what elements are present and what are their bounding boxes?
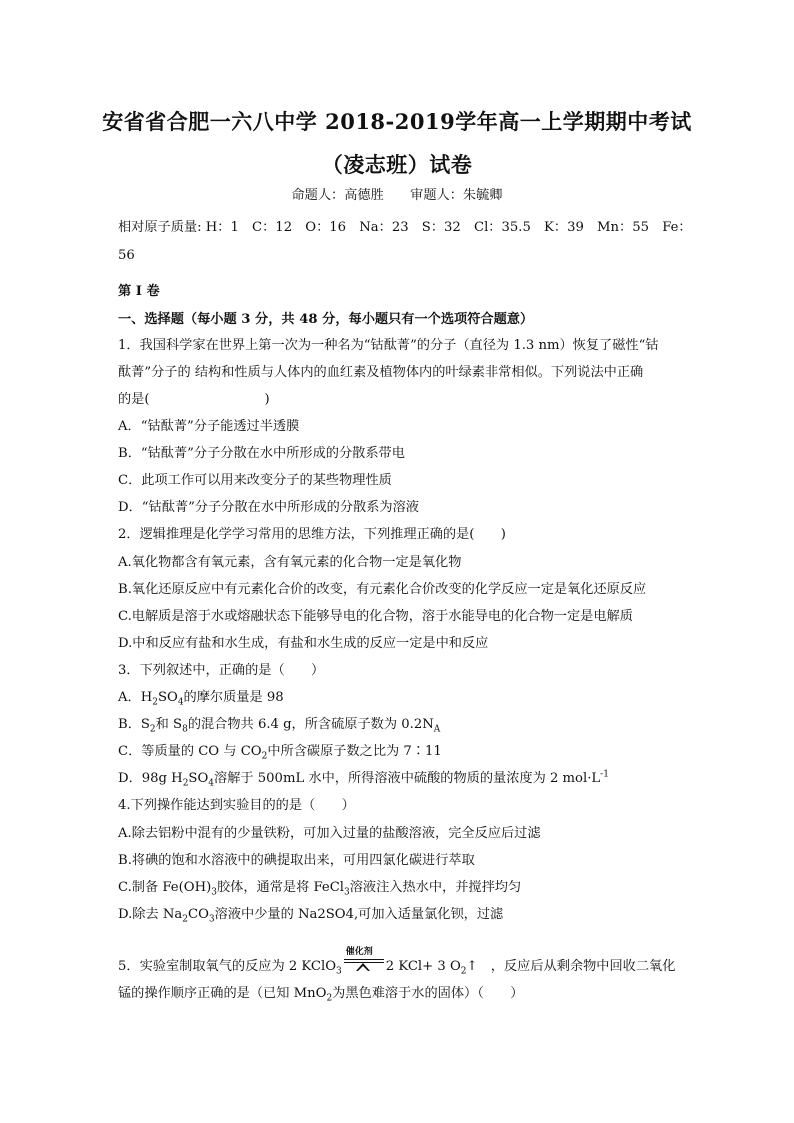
q1-line3-start: 的是(	[118, 392, 150, 407]
q3a-pre: A．H	[118, 690, 153, 705]
q1-option-a: A．“钴酞菁”分子能透过半透膜	[118, 419, 300, 434]
q4c-mid: 胶体，通常是将 FeCl	[216, 880, 344, 895]
q5-pre: 5．实验室制取氧气的反应为 2 KClO	[118, 959, 337, 974]
q2-option-b: B.氧化还原反应中有元素化合价的改变，有元素化合价改变的化学反应一定是氧化还原反应	[118, 582, 647, 597]
q3c-sub1: 2	[261, 751, 268, 762]
q2-option-d: D.中和反应有盐和水生成，有盐和水生成的反应一定是中和反应	[118, 636, 489, 651]
q3b-mid: 和 S	[155, 717, 183, 732]
q4-option-d	[118, 907, 503, 923]
exam-title-line2: （凌志班）试卷	[321, 152, 473, 177]
q3d-sup: -1	[600, 769, 609, 780]
q1-line3	[118, 392, 270, 408]
catalyst-label: 催化剂	[345, 947, 373, 957]
q2-option-a: A.氧化物都含有氧元素，含有氧元素的化合物一定是氧化物	[118, 555, 462, 570]
q3b-sub3: A	[433, 724, 441, 735]
q3d-sub1: 2	[182, 778, 189, 789]
q4-option-b: B.将碘的饱和水溶液中的碘提取出来，可用四氯化碳进行萃取	[118, 853, 475, 868]
q4d-post: 溶液中少量的 Na2SO4,可加入适量氯化钡，过滤	[214, 907, 504, 922]
q4d-mid: CO	[188, 907, 209, 922]
q5-line2	[118, 986, 523, 1002]
q5-mid: 2 KCl+ 3 O	[385, 959, 461, 974]
q3d-pre: D．98g H	[118, 771, 183, 786]
q3-option-d	[118, 771, 609, 787]
q4c-sub2: 3	[344, 887, 350, 898]
part-label: 第 I 卷	[118, 284, 160, 299]
q3a-sub1: 2	[152, 697, 158, 708]
q3b-sub2: 8	[182, 724, 188, 735]
q3d-sub2: 4	[208, 778, 215, 789]
q4d-pre: D.除去 Na	[118, 907, 183, 922]
heat-triangle-inner	[358, 966, 368, 971]
q3d-post: 溶解于 500mL 水中，所得溶液中硫酸的物质的量浓度为 2 mol·L	[214, 771, 601, 786]
q4c-sub1: 3	[211, 887, 217, 898]
q4-stem: 4.下列操作能达到实验目的的是（ ）	[118, 798, 355, 813]
q3c-post: 中所含碳原子数之比为 7∶11	[267, 744, 442, 759]
q5-l2-sub1: 2	[326, 993, 333, 1004]
q5-sub2: 2	[460, 966, 467, 977]
section-heading: 一、选择题（每小题 3 分，共 48 分，每小题只有一个选项符合题意）	[118, 312, 534, 327]
q3a-mid: SO	[157, 690, 178, 705]
q3-stem: 3．下列叙述中，正确的是（ ）	[118, 663, 325, 678]
q2-option-c: C.电解质是溶于水或熔融状态下能够导电的化合物，溶于水能导电的化合物一定是电解质	[118, 609, 633, 624]
q4d-sub1: 2	[182, 914, 188, 925]
q3c-pre: C．等质量的 CO 与 CO	[118, 744, 262, 759]
q3-option-c	[118, 744, 442, 760]
q5-post: ↑ ，反应后从剩余物中回收二氧化	[466, 959, 676, 974]
q3-option-b	[118, 717, 440, 733]
q3-option-a	[118, 690, 284, 706]
q3d-mid: SO	[188, 771, 209, 786]
q3b-sub1: 2	[149, 724, 156, 735]
q5-line1	[118, 947, 676, 977]
q5-l2-pre: 锰的操作顺序正确的是（已知 MnO	[118, 986, 327, 1001]
q1-line1: 1．我国科学家在世界上第一次为一种名为“钴酞菁”的分子（直径为 1.3 nm）恢复了磁性“钴	[118, 338, 659, 353]
q2-stem: 2．逻辑推理是化学学习常用的思维方法，下列推理正确的是( )	[118, 527, 506, 542]
q1-line3-end: )	[264, 392, 270, 407]
catalyst-heat-arrow	[344, 947, 384, 972]
atomic-masses-line2: 56	[118, 248, 135, 263]
q4-option-c	[118, 880, 521, 896]
authors-line: 命题人：高德胜 审题人：朱毓卿	[291, 188, 503, 203]
q3a-sub2: 4	[177, 697, 184, 708]
q3b-post: 的混合物共 6.4 g，所含硫原子数为 0.2N	[187, 717, 434, 732]
q4d-sub2: 3	[208, 914, 215, 925]
q1-option-d: D．“钴酞菁”分子分散在水中所形成的分散系为溶液	[118, 500, 419, 515]
q1-line2: 酞菁”分子的 结构和性质与人体内的血红素及植物体内的叶绿素非常相似。下列说法中正确	[118, 365, 644, 380]
q4c-post: 溶液注入热水中，并搅拌均匀	[349, 880, 522, 895]
q3a-post: 的摩尔质量是 98	[183, 690, 284, 705]
equation-bar-top	[344, 959, 384, 960]
q3b-pre: B．S	[118, 717, 150, 732]
exam-title-line1: 安省省合肥一六八中学 2018-2019学年高一上学期期中考试	[102, 109, 692, 134]
q1-option-b: B．“钴酞菁”分子分散在水中所形成的分散系带电	[118, 446, 405, 461]
q1-option-c: C．此项工作可以用来改变分子的某些物理性质	[118, 473, 392, 488]
q4c-pre: C.制备 Fe(OH)	[118, 880, 212, 895]
q5-l2-post: 为黑色难溶于水的固体）（ ）	[332, 986, 524, 1001]
atomic-masses-line1: 相对原子质量: H：1 C：12 O：16 Na：23 S：32 Cl：35.5 K：39 Mn：55 Fe：	[118, 220, 692, 235]
q5-sub1: 3	[336, 966, 342, 977]
q4-option-a: A.除去铝粉中混有的少量铁粉，可加入过量的盐酸溶液，完全反应后过滤	[118, 826, 541, 841]
